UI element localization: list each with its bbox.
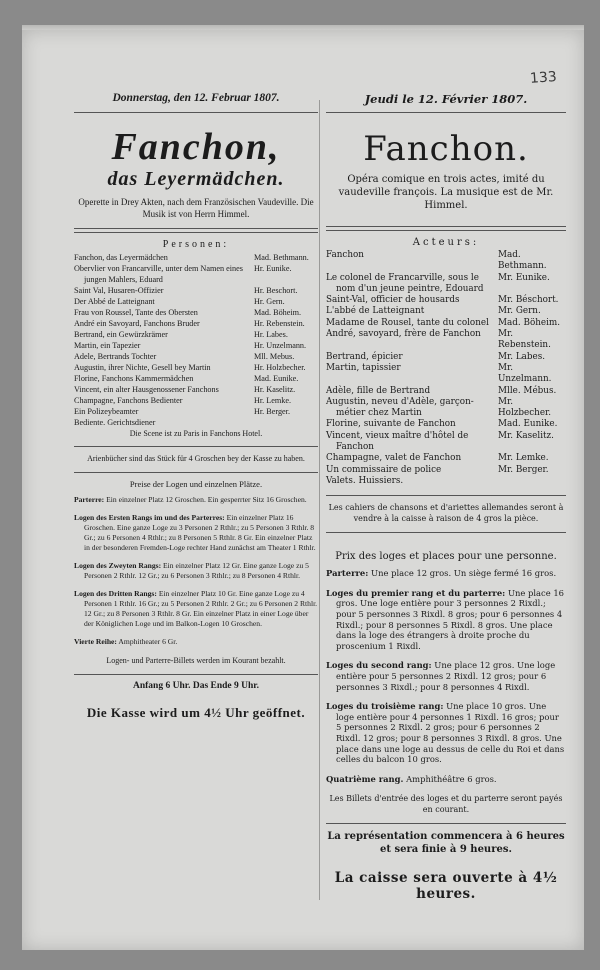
cast-role: Florine, suivante de Fanchon [326,419,456,430]
cast-actor [254,417,318,428]
price-label: Loges du second rang: [326,660,432,671]
cast-actor: Mad. Bethmann. [498,250,547,272]
cast-role: Valets. Huissiers. [326,475,404,486]
french-cast-list [326,250,566,487]
price-label: Loges du troisième rang: [326,701,444,712]
french-date: Jeudi le 12. Février 1807. [364,92,528,106]
price-item [74,561,318,581]
cast-actor: Mr. Eunike. [498,272,550,283]
price-text: Ein einzelner Platz 16 Groschen. Eine ganze Loge zu 3 Personen 2 Rthlr.; zu 5 Personen 3 Rthlr. 8 Gr.; zu 6 Personen 4 Rthlr.; zu 8 Personen 5 Rthlr. 8 Gr. Ein einzelner Platz in der besonderen Fremden-Loge rechter Hand zunächst am Theater 1 Rthlr. [84,513,316,552]
cast-role: Martin, ein Tapezier [74,341,141,350]
cast-actor: Mr. Berger. [498,464,549,475]
german-prices-heading: Preise der Logen und einzelnen Plätze. [129,479,263,489]
cast-actor: Hr. Beschort. [254,286,298,295]
price-item [74,513,318,553]
price-item [74,637,318,647]
german-description: Operette in Drey Akten, nach dem Französischen Vaudeville. Die Musik ist von Herrn Himmel. [78,197,314,219]
cast-role: Saint-Val, officier de housards [326,295,460,306]
cast-row [74,252,318,263]
cast-role: Der Abbé de Latteignant [74,297,155,306]
cast-row [326,250,566,273]
cast-row [74,329,318,340]
french-prices-heading: Prix des loges et places pour une personne. [335,551,557,563]
cast-actor: Hr. Kaselitz. [254,385,296,394]
cast-row [326,397,566,420]
divider [326,495,566,496]
price-text: Ein einzelner Platz 10 Gr. Eine ganze Loge zu 4 Personen 1 Rthlr. 16 Gr.; zu 5 Personen 2 Rthlr. 2 Gr.; zu 6 Personen 2 Rthlr. 12 Gr.; zu 8 Personen 3 Rthlr. 8 Gr. Ein einzelner Platz in einer Loge über der Königlichen Loge und im Balkon-Logen 10 Groschen. [84,589,318,628]
german-title: Fanchon, [111,126,281,168]
cast-role: Martin, tapissier [326,362,401,373]
price-label: Logen des Dritten Rangs: [74,589,157,598]
cast-actor [498,476,566,487]
price-item [326,588,566,652]
cast-actor: Mad. Bethmann. [254,253,309,262]
cast-row [326,329,566,352]
french-cast-heading: Acteurs: [412,237,480,248]
cast-actor: Hr. Gern. [254,297,285,306]
cast-row [326,431,566,454]
cast-row [326,453,566,464]
price-item [326,774,566,785]
cast-row [326,363,566,386]
cast-role: Frau von Roussel, Tante des Obersten [74,308,198,317]
catalog-number: 133 [529,69,558,87]
cast-role: Le colonel de Francarville, sous le nom d'un jeune peintre, Edouard [326,272,484,294]
cast-role: Madame de Rousel, tante du colonel [326,317,489,328]
french-notice: Les cahiers de chansons et d'ariettes allemandes seront à vendre à la caisse à raison de 4 gros la pièce. [328,503,564,524]
cast-row [74,307,318,318]
cast-role: L'abbé de Latteignant [326,306,425,317]
french-column [326,92,566,902]
cast-row [74,417,318,428]
cast-role: Saint Val, Husaren-Offizier [74,286,164,295]
price-text: Une place 10 gros. Une loge entière pour 4 personnes 1 Rixdl. 16 gros; pour 5 personnes 2 Rixdl. 2 gros; pour 6 personnes 2 Rixdl. 12 gros; pour 8 personnes 3 Rixdl. 8 gros. Une place dans une loge au dessus de celle du Roi et dans celles du balcon 10 gros. [336,701,565,765]
german-subtitle: das Leyermädchen. [107,168,285,190]
divider [326,823,566,824]
cast-role: Adèle, fille de Bertrand [326,385,431,396]
price-label: Parterre: [326,568,369,579]
cast-actor: Mad. Eunike. [498,419,558,430]
french-time: La représentation commencera à 6 heures et sera finie à 9 heures. [327,831,565,856]
cast-actor: Mll. Mebus. [254,352,295,361]
price-text: Amphithéâtre 6 gros. [406,773,497,784]
cast-actor: Mad. Eunike. [254,374,299,383]
german-column [74,92,318,721]
cast-actor: Mr. Labes. [498,351,546,362]
price-text: Une place 12 gros. Un siège fermé 16 gros. [371,568,557,579]
cast-role: Champagne, valet de Fanchon [326,453,462,464]
cast-role: Ein Polizeybeamter [74,407,139,416]
cast-row [74,373,318,384]
cast-role: André ein Savoyard, Fanchons Bruder [74,319,200,328]
cast-role: Augustin, ihrer Nichte, Gesell bey Martin [74,363,211,372]
cast-actor: Mr. Gern. [498,306,541,317]
cast-role: Bertrand, ein Gewürzkrämer [74,330,168,339]
price-text: Une place 16 gros. Une loge entière pour 3 personnes 2 Rixdl.; pour 5 personnes 3 Rixdl. 8 gros; pour 6 personnes 4 Rixdl.; pour 8 personnes 5 Rixdl. 8 gros. Une place dans la loge des étrangers à droite proche du proscenium 1 Rixdl. [336,587,565,651]
cast-actor: Mr. Béschort. [498,295,559,306]
divider [74,112,318,113]
cast-row [326,465,566,476]
price-label: Vierte Reihe: [74,637,117,646]
cast-role: Adele, Bertrands Tochter [74,352,157,361]
cast-row [74,263,318,285]
divider [326,226,566,231]
cast-role: Fanchon [326,250,364,260]
french-description: Opéra comique en trois actes, imité du vaudeville françois. La musique est de Mr. Himmel. [338,174,554,211]
cast-row [74,362,318,373]
cast-role: Bertrand, épicier [326,351,403,362]
french-title: Fanchon. [363,129,529,169]
cast-actor: Hr. Unzelmann. [254,341,307,350]
cast-row [74,351,318,362]
german-scene: Die Scene ist zu Paris in Fanchons Hotel. [129,429,263,438]
cast-actor: Mr. Rebenstein. [498,329,551,351]
cast-row [74,395,318,406]
price-text: Amphitheater 6 Gr. [118,637,178,646]
divider [326,112,566,113]
cast-row [326,419,566,430]
divider [74,446,318,447]
cast-row [326,295,566,306]
german-tickets-note: Logen- und Parterre-Billets werden im Kourant bezahlt. [106,656,286,665]
german-cast-list [74,252,318,428]
price-label: Loges du premier rang et du parterre: [326,587,506,598]
cast-row [74,384,318,395]
cast-role: Fanchon, das Leyermädchen [74,253,168,262]
french-tickets-note: Les Billets d'entrée des loges et du parterre seront payés en courant. [329,794,563,815]
cast-actor: Mr. Holzbecher. [498,396,552,419]
price-item [74,495,318,505]
german-time: Anfang 6 Uhr. Das Ende 9 Uhr. [133,681,259,691]
price-item [326,701,566,765]
cast-actor: Hr. Lemke. [254,396,292,405]
cast-role: Obervlier von Francarville, unter dem Namen eines jungen Mahlers, Eduard [74,264,243,284]
divider [74,472,318,473]
cast-row [326,386,566,397]
cast-row [326,352,566,363]
price-item [326,660,566,692]
cast-actor: Hr. Holzbecher. [254,363,306,372]
cast-row [326,306,566,317]
cast-row [326,273,566,296]
german-date: Donnerstag, den 12. Februar 1807. [112,92,280,104]
price-label: Parterre: [74,495,105,504]
cast-actor: Mr. Lemke. [498,453,549,464]
cast-actor: Hr. Labes. [254,330,288,339]
column-divider [319,100,320,900]
price-text: Ein einzelner Platz 12 Gr. Eine ganze Loge zu 5 Personen 2 Rthlr. 12 Gr.; zu 6 Personen 3 Rthlr.; zu 8 Personen 4 Rthlr. [84,561,309,580]
price-text: Une place 12 gros. Une loge entière pour 5 personnes 2 Rixdl. 12 gros; pour 6 personnes 3 Rixdl.; pour 8 personnes 4 Rixdl. [336,660,556,692]
cast-actor: Mad. Böheim. [254,308,302,317]
cast-row [74,285,318,296]
price-text: Ein einzelner Platz 12 Groschen. Ein gesperrter Sitz 16 Groschen. [106,495,307,504]
cast-role: Un commissaire de police [326,464,442,475]
cast-row [326,476,566,487]
divider [74,674,318,675]
cast-role: André, savoyard, frère de Fanchon [326,329,481,340]
cast-actor: Hr. Eunike. [254,264,292,273]
cast-role: Vincent, ein alter Hausgenossener Fanchons [74,385,219,394]
price-item [326,568,566,579]
cast-row [74,406,318,417]
divider [74,228,318,233]
cast-role: Bediente. Gerichtsdiener [74,418,156,427]
price-item [74,589,318,629]
german-box-office: Die Kasse wird um 4½ Uhr geöffnet. [86,705,306,720]
cast-actor: Hr. Berger. [254,407,291,416]
cast-actor: Mr. Kaselitz. [498,430,554,441]
german-cast-heading: Personen: [162,239,230,250]
price-label: Quatrième rang. [326,773,404,784]
divider [326,532,566,533]
cast-row [326,318,566,329]
price-label: Logen des Zweyten Rangs: [74,561,162,570]
cast-actor: Hr. Rebenstein. [254,319,305,328]
cast-actor: Mr. Unzelmann. [498,362,552,385]
german-notice: Arienbücher sind das Stück für 4 Groschen bey der Kasse zu haben. [87,454,305,463]
price-label: Logen des Ersten Rangs im und des Parterres: [74,513,225,522]
cast-row [74,296,318,307]
french-box-office: La caisse sera ouverte à 4½ heures. [334,870,558,903]
cast-row [74,318,318,329]
cast-role: Augustin, neveu d'Adèle, garçon-métier chez Martin [326,396,474,419]
cast-actor: Mad. Böheim. [498,317,561,328]
cast-role: Champagne, Fanchons Bedienter [74,396,183,405]
cast-row [74,340,318,351]
cast-role: Florine, Fanchons Kammermädchen [74,374,194,383]
cast-actor: Mlle. Mébus. [498,385,557,396]
cast-role: Vincent, vieux maître d'hôtel de Fanchon [326,430,469,453]
